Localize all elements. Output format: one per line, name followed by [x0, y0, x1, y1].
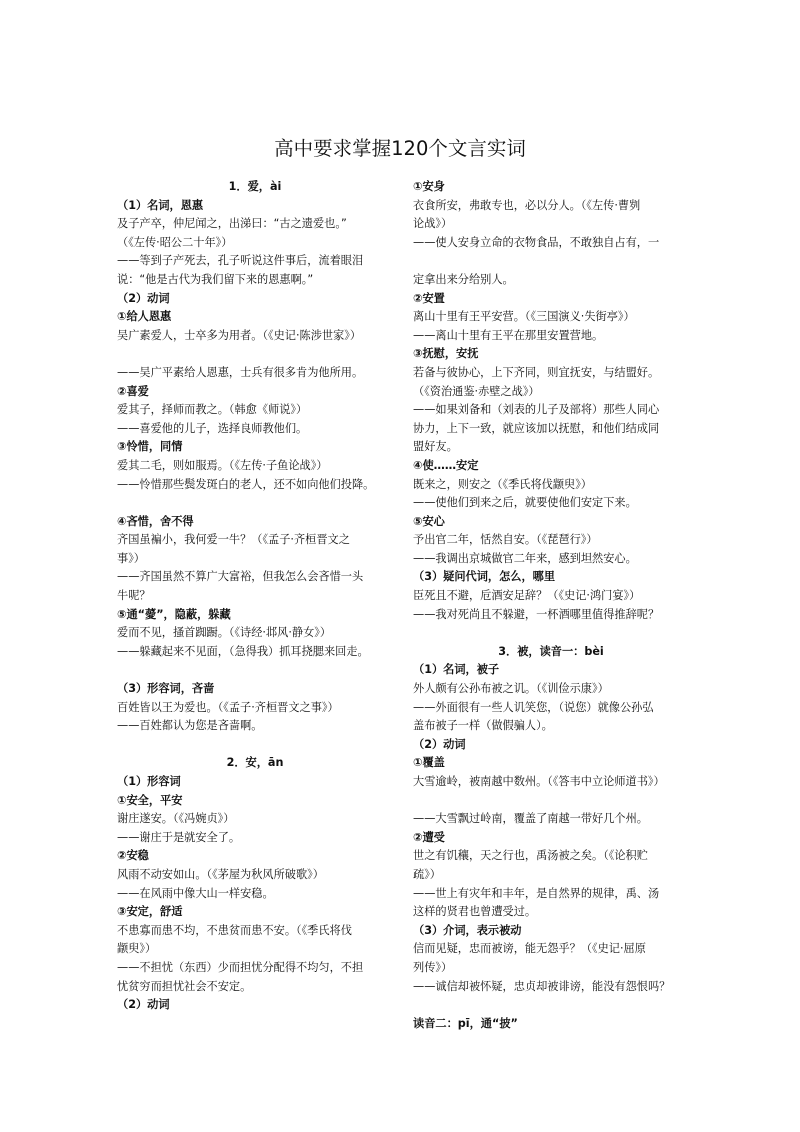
section-heading: 读音二：pī，通“披” [413, 1016, 518, 1030]
text-line: 及子产卒，仲尼闻之，出涕曰：“古之遗爱也。” [117, 217, 347, 231]
text-line: 这样的贤君也曾遭受过。 [413, 905, 537, 919]
blank-line [413, 252, 689, 271]
text-line: 外人颇有公孙布被之讥。（《训俭示康》） [413, 682, 609, 696]
text-line: 牛呢？ [117, 589, 151, 603]
text-line: 忧贫穷而担忧社会不安定。 [117, 979, 252, 993]
text-line: ——不担忧（东西）少而担忧分配得不均匀，不担 [117, 960, 364, 974]
section-heading: （3）介词，表示被动 [413, 923, 522, 937]
section-heading: （2）动词 [413, 737, 466, 751]
text-line: ——谢庄于是就安全了。 [117, 830, 241, 844]
section-heading: ①安全，平安 [117, 793, 183, 807]
text-line: ——百姓都认为您是吝啬啊。 [117, 719, 263, 733]
section-heading: ③抚慰，安抚 [413, 347, 479, 361]
section-heading: ⑤通“薆”，隐蔽，躲藏 [117, 607, 231, 621]
section-heading: ③怜惜，同情 [117, 440, 183, 454]
text-line: ——使他们到来之后，就要使他们安定下来。 [413, 496, 637, 510]
section-heading: ②遭受 [413, 830, 445, 844]
text-line: 既来之，则安之（《季氏将伐颛臾》） [413, 477, 592, 491]
text-line: 列传》） [413, 960, 453, 974]
text-line: 百姓皆以王为爱也。（《孟子·齐桓晋文之事》） [117, 700, 339, 714]
section-heading: 1．爱，ài [228, 180, 282, 193]
section-heading: ④使……安定 [413, 458, 479, 472]
text-line: ——世上有灾年和丰年，是自然界的规律，禹、汤 [413, 886, 660, 900]
blank-line [117, 345, 393, 364]
text-line: ——喜爱他的儿子，选择良师教他们。 [117, 421, 308, 435]
text-line: ——诚信却被怀疑，忠贞却被诽谤，能没有怨恨吗？ [413, 979, 671, 993]
text-line: ——在风雨中像大山一样安稳。 [117, 886, 274, 900]
blank-line [117, 494, 393, 513]
section-heading: （3）疑问代词，怎么，哪里 [413, 570, 556, 584]
text-line: 大雪逾岭，被南越中数州。（《答韦中立论师道书》） [413, 775, 665, 788]
text-line: 臣死且不避，卮酒安足辞？（《史记·鸿门宴》） [413, 589, 641, 603]
text-line: 世之有饥穰，天之行也，禹汤被之矣。（《论积贮 [413, 849, 648, 863]
text-line: ——躲藏起来不见面，（急得我）抓耳挠腮来回走。 [117, 644, 369, 658]
blank-line [413, 624, 689, 643]
page-title: 高中要求掌握120个文言实词 [274, 137, 526, 160]
text-line: 爱而不见，搔首踟蹰。（《诗经·邶风·静女》） [117, 626, 332, 640]
text-line: ——吴广平素给人恩惠，士兵有很多肯为他所用。 [117, 365, 364, 379]
text-line: 盟好友。 [413, 440, 458, 454]
section-heading: ①覆盖 [413, 756, 445, 770]
section-heading: ③安定，舒适 [117, 905, 183, 919]
text-line: 谢庄遂安。（《冯婉贞》） [117, 812, 235, 826]
section-heading: ①给人恩惠 [117, 310, 172, 324]
right-column [413, 178, 689, 1033]
text-line: 齐国虽褊小，我何爱一牛？（《孟子·齐桓晋文之 [117, 533, 350, 547]
text-line: 协力，上下一致，就应该加以抚慰，和他们结成同 [413, 421, 660, 435]
section-heading: （1）名词，恩惠 [117, 198, 204, 212]
blank-line [117, 661, 393, 680]
section-heading: ②安置 [413, 291, 445, 305]
text-line: 事》） [117, 551, 145, 565]
text-line: ——我对死尚且不躲避，一杯酒哪里值得推辞呢？ [413, 607, 660, 621]
section-heading: 3．被，读音一：bèi [498, 644, 604, 658]
text-line: （《资治通鉴·赤壁之战》） [413, 384, 540, 398]
text-line: 若备与彼协心，上下齐同，则宜抚安，与结盟好。 [413, 365, 660, 379]
text-line: 颛臾》） [117, 942, 157, 956]
blank-line [413, 792, 689, 811]
section-heading: ④吝惜，舍不得 [117, 514, 194, 528]
text-line: 予出官二年，恬然自安。（《琵琶行》） [413, 533, 598, 547]
section-heading: ⑤安心 [413, 514, 445, 528]
text-line: 说：“他是古代为我们留下来的恩惠啊。” [117, 272, 314, 286]
text-line: 论战》） [413, 217, 453, 231]
text-line: 吴广素爱人，士卒多为用者。（《史记·陈涉世家》） [117, 328, 362, 342]
section-heading: （1）形容词 [117, 775, 181, 788]
text-line: 风雨不动安如山。（《茅屋为秋风所破歌》） [117, 867, 324, 881]
text-line: ——怜惜那些鬓发斑白的老人，还不如向他们投降。 [117, 477, 375, 491]
text-line: 定拿出来分给别人。 [413, 272, 514, 286]
section-heading: （3）形容词，吝啬 [117, 682, 215, 696]
text-line: ——使人安身立命的衣物食品，不敢独自占有，一 [413, 235, 660, 249]
section-heading: ②喜爱 [117, 384, 149, 398]
section-heading: （2）动词 [117, 998, 170, 1012]
text-line: ——齐国虽然不算广大富裕，但我怎么会吝惜一头 [117, 570, 364, 584]
blank-line [413, 996, 689, 1015]
section-heading: （2）动词 [117, 291, 170, 305]
section-heading: 2．安，ān [226, 756, 284, 770]
text-line: 离山十里有王平安营。（《三国演义·失街亭》） [413, 310, 635, 324]
section-heading: ②安稳 [117, 849, 149, 863]
text-line: ——大雪飘过岭南，覆盖了南越一带好几个州。 [413, 812, 648, 826]
text-line: ——外面很有一些人讥笑您，（说您）就像公孙弘 [413, 700, 654, 714]
text-line: ——如果刘备和（刘表的儿子及部将）那些人同心 [413, 403, 660, 417]
text-line: 爱其子，择师而教之。（韩愈《师说》） [117, 403, 308, 417]
text-line: ——离山十里有王平在那里安置营地。 [413, 328, 604, 342]
text-line: ——等到子产死去，孔子听说这件事后，流着眼泪 [117, 254, 364, 268]
section-heading: ①安身 [413, 180, 445, 193]
text-line: 疏》） [413, 867, 441, 881]
text-line: 爱其二毛，则如服焉。（《左传·子鱼论战》） [117, 458, 328, 472]
text-line: 衣食所安，弗敢专也，必以分人。（《左传·曹刿 [413, 198, 641, 212]
section-heading: （1）名词，被子 [413, 663, 500, 677]
text-line: 盖布被子一样（做假骗人）。 [413, 719, 553, 733]
text-line: 信而见疑，忠而被谤，能无怨乎？（《史记·屈原 [413, 942, 646, 956]
text-line: （《左传·昭公二十年》） [117, 235, 233, 249]
blank-line [117, 736, 393, 755]
left-column [117, 178, 393, 1015]
text-line: 不患寡而患不均，不患贫而患不安。（《季氏将伐 [117, 923, 352, 937]
text-line: ——我调出京城做官二年来，感到坦然安心。 [413, 551, 637, 565]
